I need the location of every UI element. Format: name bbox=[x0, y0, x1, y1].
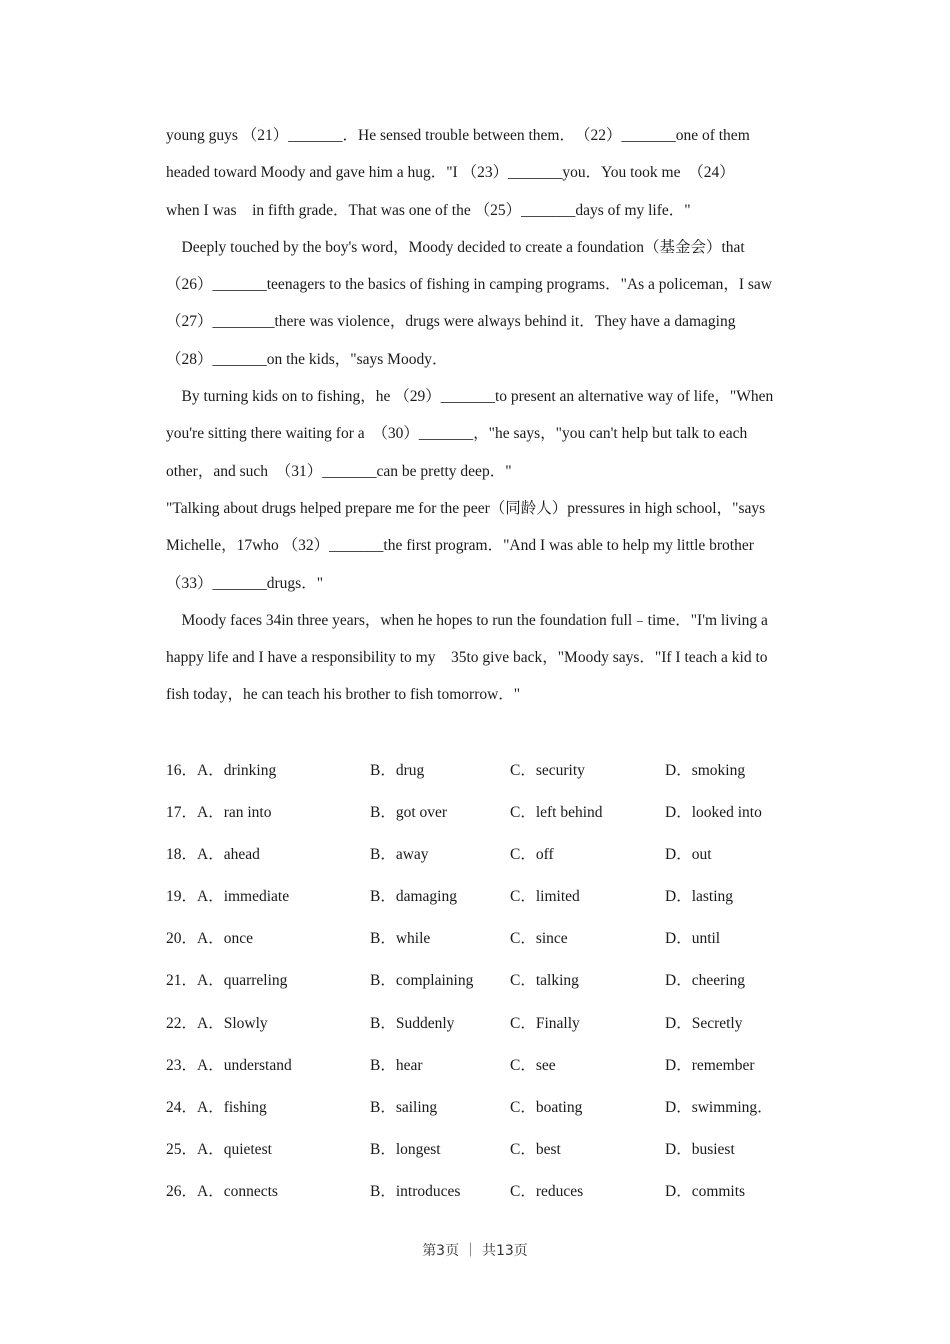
option-b: B．Suddenly bbox=[370, 1014, 455, 1032]
passage-line: （26）_______teenagers to the basics of fishing in camping programs．"As a policeman，I saw bbox=[166, 276, 772, 294]
option-a: 21．A．quarreling bbox=[166, 972, 288, 990]
option-a: 18．A．ahead bbox=[166, 846, 260, 864]
passage-line: when I was in fifth grade．That was one of the （25）_______days of my life．" bbox=[166, 201, 691, 219]
question-row bbox=[166, 1131, 830, 1173]
option-d: D．smoking bbox=[665, 762, 746, 779]
passage-line: happy life and I have a responsibility to my 35to give back，"Moody says．"If I teach a kid to bbox=[166, 649, 768, 667]
option-c: C．off bbox=[510, 846, 554, 864]
answer-options bbox=[166, 752, 830, 1215]
option-a: 17．A．ran into bbox=[166, 804, 272, 822]
passage-line: （27）________there was violence，drugs were always behind it．They have a damaging bbox=[166, 313, 736, 331]
option-b: B．drug bbox=[370, 762, 425, 779]
passage-line: Michelle，17who （32）_______the first program．"And I was able to help my little brother bbox=[166, 537, 754, 555]
passage-line: （28）_______on the kids，"says Moody． bbox=[166, 350, 448, 368]
option-a: 22．A．Slowly bbox=[166, 1014, 268, 1032]
option-d: D．until bbox=[665, 930, 721, 948]
passage-line: "Talking about drugs helped prepare me for the peer（同龄人）pressures in high school，"says bbox=[166, 499, 766, 517]
option-d: D．out bbox=[665, 846, 712, 864]
option-b: B．introduces bbox=[370, 1182, 461, 1200]
option-d: D．Secretly bbox=[665, 1014, 743, 1032]
option-b: B．longest bbox=[370, 1140, 441, 1158]
question-row bbox=[166, 878, 830, 920]
option-b: B．got over bbox=[370, 804, 448, 822]
option-d: D．lasting bbox=[665, 888, 734, 906]
option-c: C．security bbox=[510, 762, 585, 779]
passage-line: fish today，he can teach his brother to fish tomorrow．" bbox=[166, 686, 521, 704]
page-number-footer: 第3页 ｜ 共13页 bbox=[422, 1243, 528, 1259]
option-d: D．busiest bbox=[665, 1140, 735, 1158]
option-a: 25．A．quietest bbox=[166, 1140, 272, 1158]
option-d: D．commits bbox=[665, 1182, 746, 1200]
passage-line: headed toward Moody and gave him a hug．"I （23）_______you．You took me （24） bbox=[166, 164, 735, 182]
option-b: B．hear bbox=[370, 1056, 423, 1074]
question-row bbox=[166, 1005, 830, 1047]
question-row bbox=[166, 794, 830, 836]
option-c: C．reduces bbox=[510, 1182, 584, 1200]
option-a: 26．A．connects bbox=[166, 1182, 278, 1200]
passage-line: （33）_______drugs．" bbox=[166, 574, 324, 592]
option-b: B．sailing bbox=[370, 1098, 438, 1116]
option-b: B．complaining bbox=[370, 972, 474, 990]
question-row bbox=[166, 920, 830, 962]
question-row bbox=[166, 836, 830, 878]
option-b: B．away bbox=[370, 846, 429, 864]
option-c: C．left behind bbox=[510, 804, 603, 822]
passage-line: you're sitting there waiting for a （30）_______，"he says，"you can't help but talk to each bbox=[166, 425, 748, 443]
passage-line: young guys （21）_______．He sensed trouble between them． （22）_______one of them bbox=[166, 127, 750, 144]
option-c: C．see bbox=[510, 1056, 556, 1074]
option-a: 20．A．once bbox=[166, 930, 253, 948]
option-c: C．Finally bbox=[510, 1014, 580, 1032]
option-b: B．while bbox=[370, 930, 431, 948]
option-c: C．limited bbox=[510, 888, 580, 906]
question-row bbox=[166, 1047, 830, 1089]
question-row bbox=[166, 752, 830, 794]
option-d: D．cheering bbox=[665, 972, 746, 990]
option-d: D．remember bbox=[665, 1056, 755, 1074]
option-d: D．looked into bbox=[665, 804, 762, 822]
option-a: 23．A．understand bbox=[166, 1056, 292, 1074]
option-a: 24．A．fishing bbox=[166, 1098, 267, 1116]
question-row bbox=[166, 962, 830, 1004]
passage-line: Moody faces 34in three years，when he hopes to run the foundation full﹣time．"I'm living a bbox=[166, 611, 768, 629]
question-row bbox=[166, 1089, 830, 1131]
option-b: B．damaging bbox=[370, 888, 457, 906]
option-a: 16．A．drinking bbox=[166, 762, 277, 779]
option-a: 19．A．immediate bbox=[166, 888, 290, 906]
passage-line: By turning kids on to fishing，he （29）_______to present an alternative way of life，"When bbox=[166, 388, 774, 406]
passage-line: other，and such （31）_______can be pretty deep．" bbox=[166, 462, 512, 480]
passage-text bbox=[166, 117, 830, 714]
option-c: C．boating bbox=[510, 1098, 583, 1116]
option-d: D．swimming． bbox=[665, 1098, 773, 1116]
option-c: C．best bbox=[510, 1140, 561, 1158]
option-c: C．since bbox=[510, 930, 568, 948]
passage-line: Deeply touched by the boy's word，Moody decided to create a foundation（基金会）that bbox=[166, 238, 745, 256]
option-c: C．talking bbox=[510, 972, 579, 990]
question-row bbox=[166, 1173, 830, 1215]
